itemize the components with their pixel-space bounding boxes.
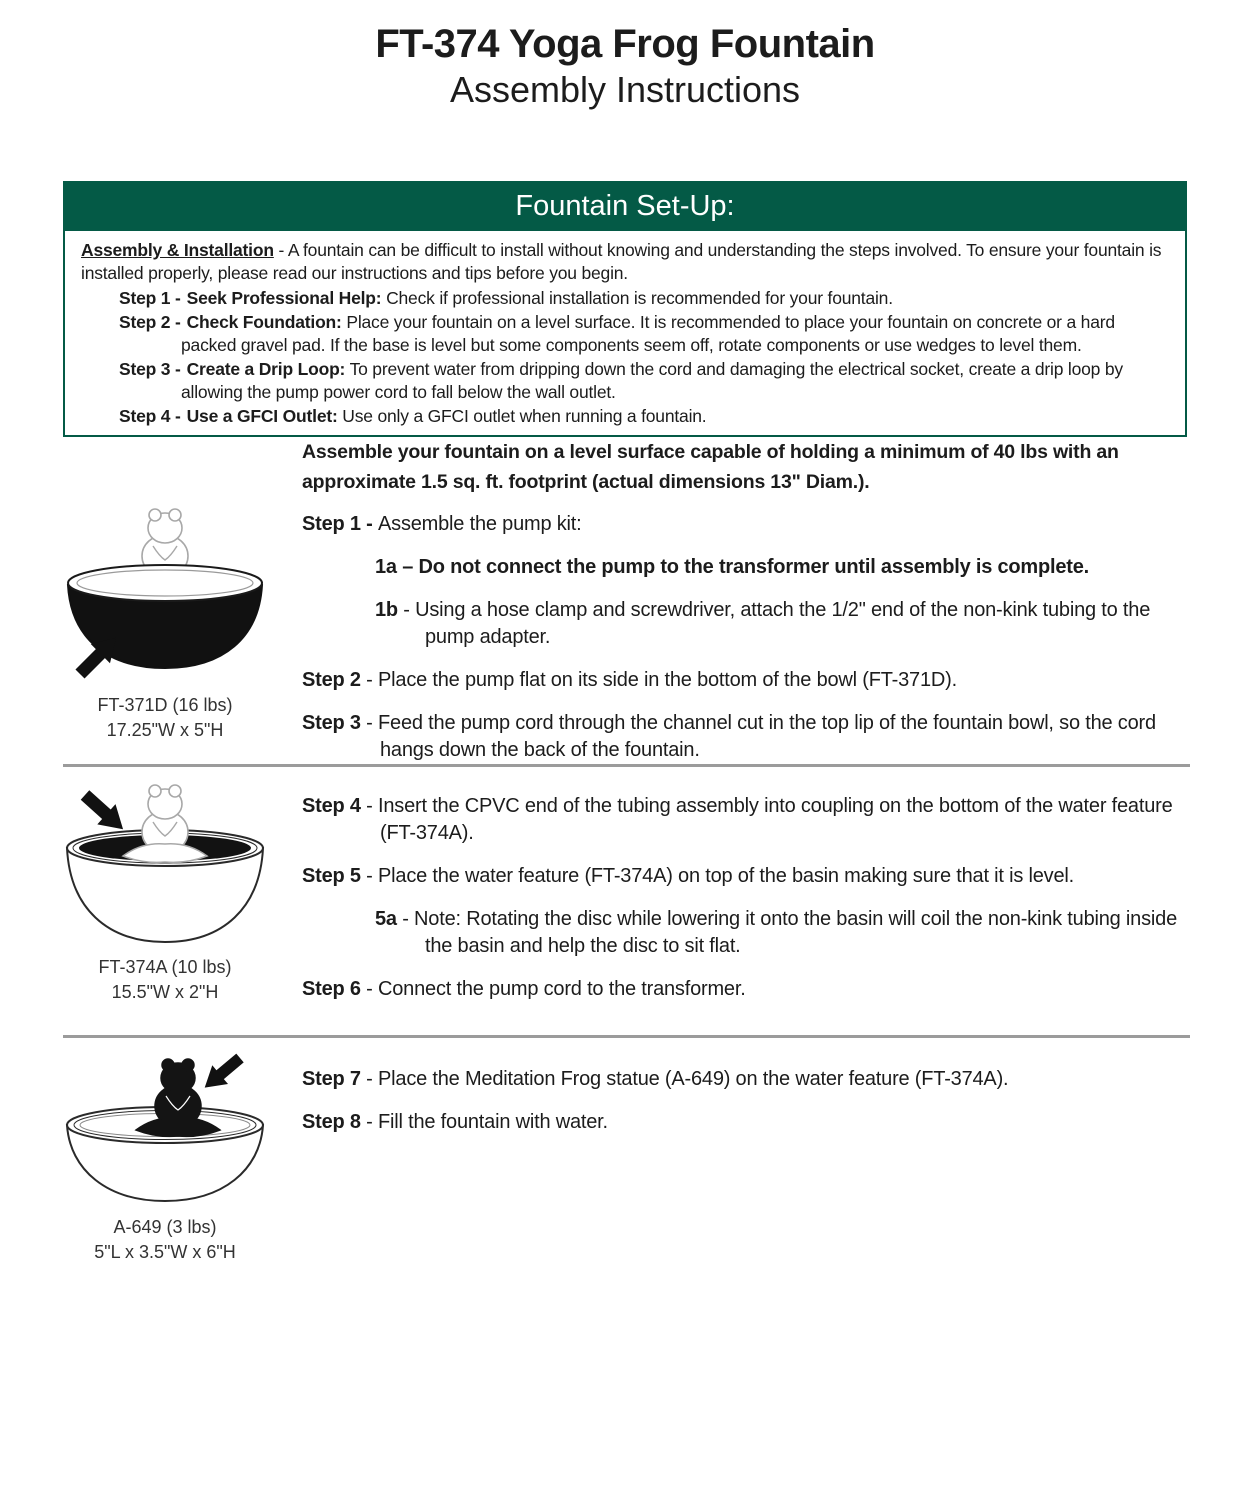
- assembly-section-water-feature: [302, 793, 1190, 1019]
- assembly-step-8: Step 8 - Fill the fountain with water.: [302, 1111, 608, 1133]
- basin-illustration: [45, 498, 285, 686]
- section-divider: [63, 764, 1190, 767]
- assembly-step-3: Step 3 - Feed the pump cord through the channel cut in the top lip of the fountain bowl, so the cord hangs down the back of the fountain.: [302, 712, 1156, 761]
- figure-caption: FT-371D (16 lbs) 17.25"W x 5"H: [97, 695, 233, 740]
- assembly-step-1a: 1a – Do not connect the pump to the transformer until assembly is complete.: [375, 556, 1090, 578]
- setup-step-1: Step 1 - Seek Professional Help: Check if professional installation is recommended for your fountain.: [119, 288, 893, 308]
- figure-frog-statue: [45, 1042, 285, 1265]
- assembly-step-5: Step 5 - Place the water feature (FT-374A) on top of the basin making sure that it is level.: [302, 865, 1075, 887]
- figure-basin: [45, 498, 285, 743]
- figure-water-feature: [45, 778, 285, 1005]
- arrow-icon: [197, 1049, 248, 1097]
- assembly-step-1b: 1b - Using a hose clamp and screwdriver, attach the 1/2" end of the non-kink tubing to the pump adapter.: [375, 599, 1151, 648]
- figure-caption: A-649 (3 lbs) 5"L x 3.5"W x 6"H: [94, 1217, 236, 1262]
- figure-caption: FT-374A (10 lbs) 15.5"W x 2"H: [98, 957, 232, 1002]
- title-block: [0, 20, 1250, 112]
- setup-steps: [119, 287, 1169, 428]
- setup-intro-text: - A fountain can be difficult to install without knowing and understanding the steps involved. To ensure your fountain is installed properly, please read our instructions and tips before you begin.: [81, 240, 1162, 283]
- water-feature-illustration: [45, 778, 285, 948]
- frog-statue-illustration: [45, 1042, 285, 1208]
- assembly-step-6: Step 6 - Connect the pump cord to the transformer.: [302, 978, 746, 1000]
- frog-statue-icon: [136, 1059, 220, 1136]
- fountain-setup-header: Fountain Set-Up:: [63, 181, 1187, 231]
- setup-step-2: Step 2 - Check Foundation: Place your fountain on a level surface. It is recommended to place your fountain on concrete or a hard packed gravel pad. If the base is level but some components seem off, rotate components or use wedges to level them.: [119, 312, 1115, 355]
- setup-box: [63, 231, 1187, 437]
- surface-note: Assemble your fountain on a level surface capable of holding a minimum of 40 lbs with an approximate 1.5 sq. ft. footprint (actual dimensions 13" Diam.).: [302, 441, 1119, 493]
- page-title: FT-374 Yoga Frog Fountain: [375, 22, 875, 66]
- setup-intro: [81, 239, 1169, 285]
- assembly-section-basin: [302, 437, 1190, 780]
- page-subtitle: Assembly Instructions: [449, 69, 801, 110]
- assembly-step-2: Step 2 - Place the pump flat on its side in the bottom of the bowl (FT-371D).: [302, 669, 957, 691]
- assembly-step-7: Step 7 - Place the Meditation Frog statue (A-649) on the water feature (FT-374A).: [302, 1068, 1009, 1090]
- frog-outline-icon: [123, 785, 207, 862]
- assembly-step-4: Step 4 - Insert the CPVC end of the tubing assembly into coupling on the bottom of the water feature (FT-374A).: [302, 795, 1173, 844]
- setup-step-3: Step 3 - Create a Drip Loop: To prevent water from dripping down the cord and damaging the electrical socket, create a drip loop by allowing the pump power cord to fall below the wall outlet.: [119, 359, 1123, 402]
- assembly-section-frog-statue: [302, 1066, 1190, 1152]
- setup-intro-heading: Assembly & Installation: [81, 240, 274, 260]
- assembly-step-5a: 5a - Note: Rotating the disc while lowering it onto the basin will coil the non-kink tubing inside the basin and help the disc to sit flat.: [375, 908, 1177, 957]
- setup-step-4: Step 4 - Use a GFCI Outlet: Use only a GFCI outlet when running a fountain.: [119, 406, 707, 426]
- assembly-step-1: Step 1 - Assemble the pump kit:: [302, 513, 582, 535]
- section-divider: [63, 1035, 1190, 1038]
